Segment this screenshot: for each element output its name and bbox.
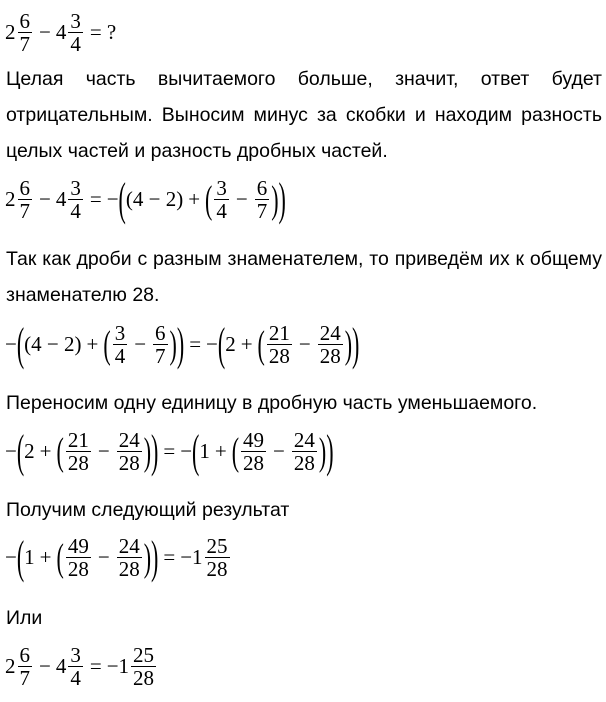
- final-equation: 2 6 7 − 4 $\frac{3}{4}$ = −1 25 28: [5, 643, 155, 690]
- paragraph-2: Так как дроби с разным знаменателем, то приведём их к общему знаменателю 28.: [6, 248, 602, 306]
- equation-2: 2 6 7 − 4 $\frac{3}{4}$ = − ( (4 − 2) + ( 3 4 − $\frac{6}{7}$ ) ): [5, 172, 286, 225]
- fraction: 6 7: [19, 9, 30, 56]
- equation-5: − ( 1 + ( 49 28 − $\frac{24}{28}$ ) ) = −1 25 28: [5, 530, 228, 583]
- whole-part: 2: [5, 20, 16, 44]
- whole-part: 4: [55, 20, 67, 44]
- equation-4: − ( 2 + ( 21 28 − $\frac{24}{28}$ ) ) = − ( 1 + ( 49 28 − $\frac{24}{28}$ ) ): [5, 424, 334, 477]
- fraction: $\frac{3}{4}$: [70, 9, 81, 56]
- paragraph-3: Переносим одну единицу в дробную часть уменьшаемого.: [6, 392, 538, 414]
- problem-equation: 2 6 7 − 4 $\frac{3}{4}$ = ?: [5, 9, 117, 56]
- paragraph-1: Целая часть вычитаемого больше, значит, ответ будет отрицательным. Выносим минус за скобки и находим разность целых частей и разность дробных частей.: [6, 68, 602, 162]
- paragraph-5: Или: [6, 607, 43, 629]
- paragraph-4: Получим следующий результат: [6, 499, 290, 521]
- equation-3: − ( (4 − 2) + ( 3 4 − $\frac{6}{7}$ ) ) = − ( 2 + ( 21 28 − $\frac{24}{28}$ ) ): [5, 317, 360, 370]
